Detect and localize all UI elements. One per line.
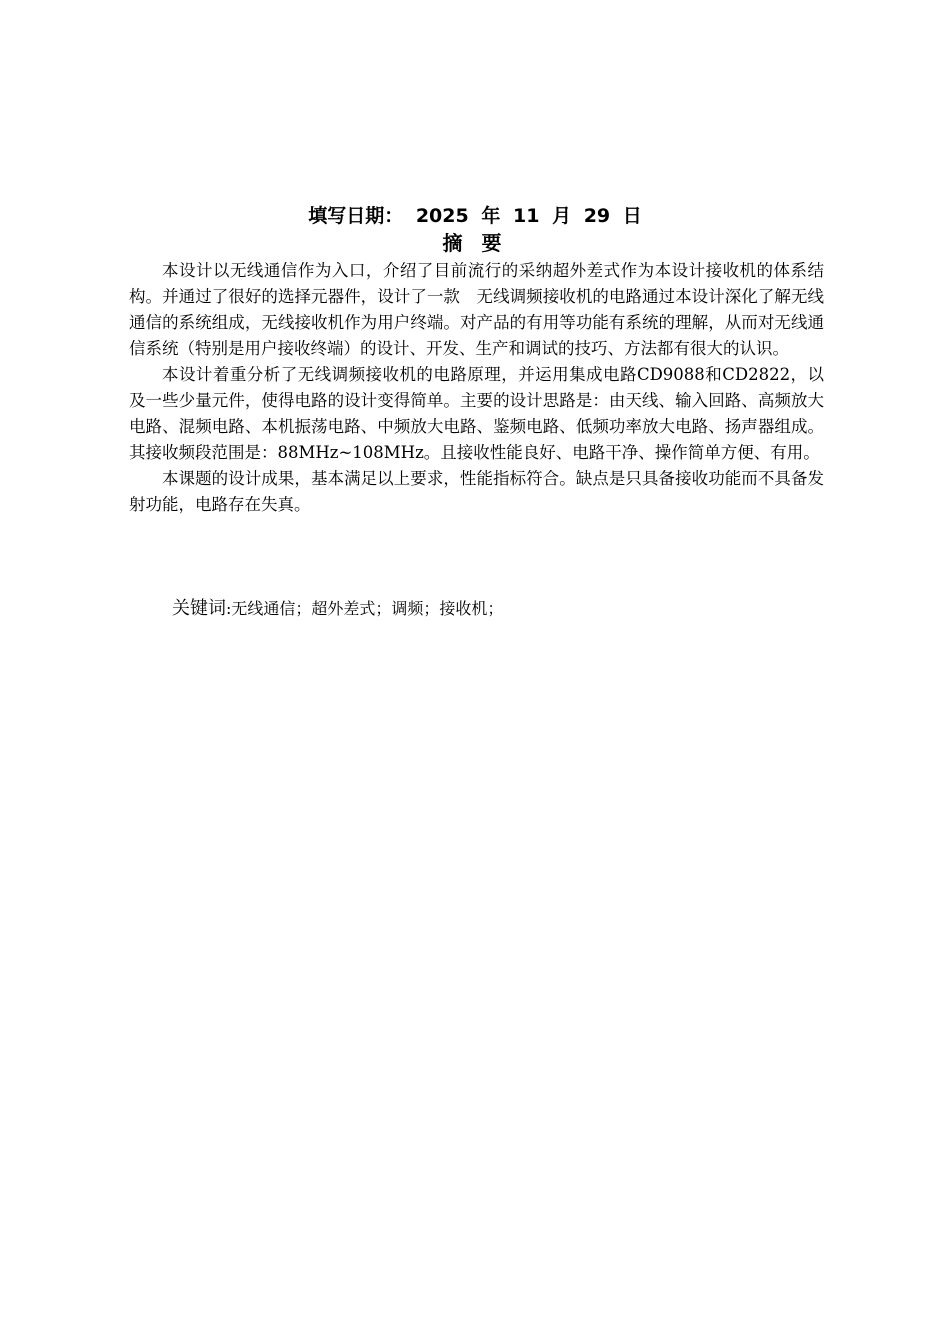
date-month: 11	[512, 205, 540, 227]
abstract-body	[129, 258, 824, 518]
abstract-paragraph-2: 本设计着重分析了无线调频接收机的电路原理，并运用集成电路CD9088和CD2822，以及一些少量元件，使得电路的设计变得简单。主要的设计思路是：由天线、输入回路、高频放大电路、混频电路、本机振荡电路、中频放大电路、鉴频电路、低频功率放大电路、扬声器组成。其接收频段范围是：88MHz~108MHz。且接收性能良好、电路干净、操作简单方便、有用。	[129, 365, 824, 462]
abstract-paragraph-3: 本课题的设计成果，基本满足以上要求，性能指标符合。缺点是只具备接收功能而不具备发射功能，电路存在失真。	[129, 469, 824, 514]
date-label: 填写日期：	[308, 205, 404, 227]
keywords-label: 关键词	[172, 598, 226, 619]
keywords-value: :无线通信；超外差式；调频；接收机；	[226, 599, 504, 618]
keywords-line	[172, 596, 822, 622]
date-day: 29	[583, 205, 611, 227]
abstract-title: 摘 要	[442, 231, 508, 255]
date-month-unit: 月	[552, 205, 572, 227]
date-year: 2025	[415, 205, 469, 227]
abstract-paragraph-1: 本设计以无线通信作为入口，介绍了目前流行的采纳超外差式作为本设计接收机的体系结构。并通过了很好的选择元器件，设计了一款 无线调频接收机的电路通过本设计深化了解无线通信的系统组成，无线接收机作为用户终端。对产品的有用等功能有系统的理解，从而对无线通信系统（特别是用户接收终端）的设计、开发、生产和调试的技巧、方法都有很大的认识。	[129, 261, 824, 358]
date-year-unit: 年	[481, 205, 501, 227]
fill-date-line	[0, 203, 950, 229]
date-day-unit: 日	[622, 205, 642, 227]
